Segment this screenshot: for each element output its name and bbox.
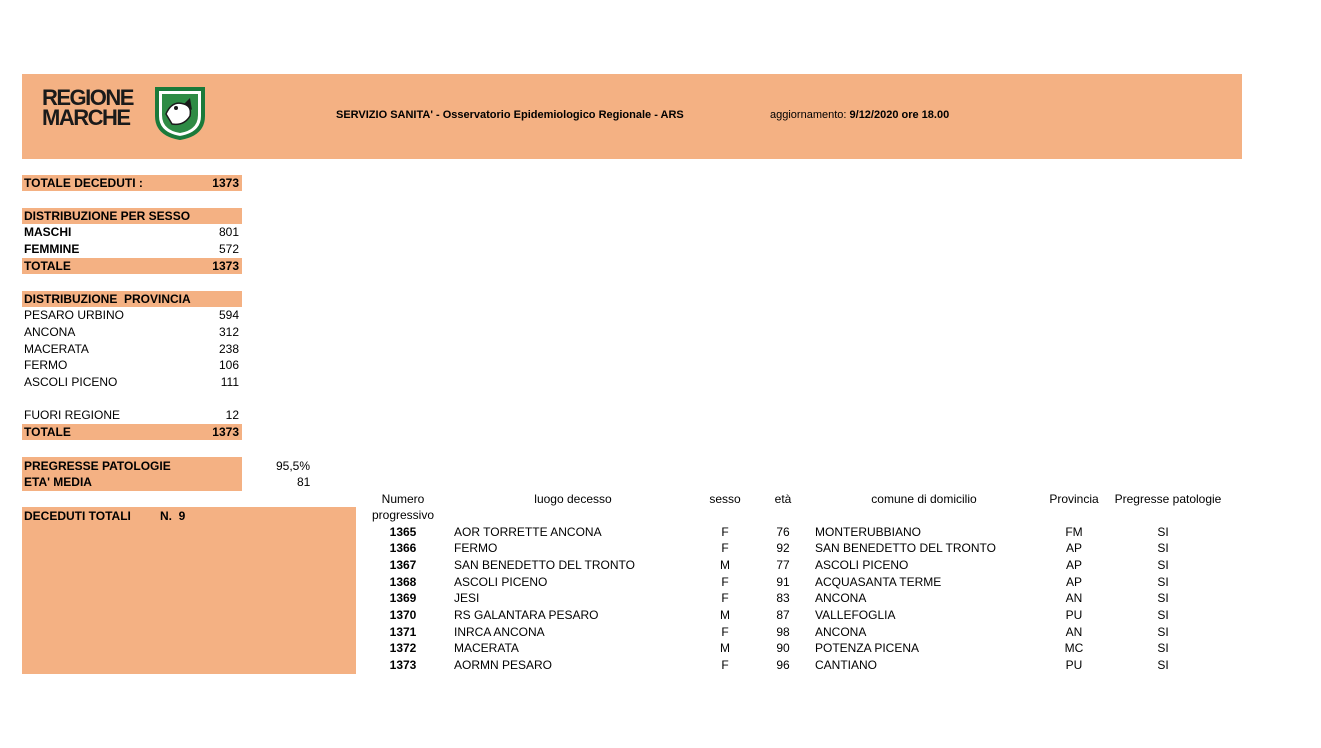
cell-luogo: FERMO (454, 541, 498, 555)
fuori-regione-row (24, 407, 239, 423)
regione-marche-logo (42, 86, 212, 144)
header-eta: età (774, 492, 792, 506)
provincia-label: MACERATA (24, 342, 89, 356)
service-title: SERVIZIO SANITA' - Osservatorio Epidemiologico Regionale - ARS (336, 109, 684, 121)
provincia-label: ANCONA (24, 325, 76, 339)
cell-eta: 76 (776, 525, 790, 539)
provincia-row (24, 341, 239, 357)
provincia-value: 111 (220, 375, 239, 389)
cell-luogo: SAN BENEDETTO DEL TRONTO (454, 558, 635, 572)
cell-luogo: RS GALANTARA PESARO (454, 608, 599, 622)
provincia-value: 312 (218, 325, 239, 339)
cell-comune: ANCONA (815, 625, 867, 639)
cell-sesso: M (720, 608, 730, 622)
cell-luogo: INRCA ANCONA (454, 625, 545, 639)
update-value: 9/12/2020 ore 18.00 (849, 109, 950, 121)
sesso-title-label: DISTRIBUZIONE PER SESSO (24, 209, 191, 223)
cell-patologie: SI (1157, 625, 1169, 639)
cell-sesso: F (721, 525, 729, 539)
header-numero-line1: Numero (381, 492, 425, 506)
cell-provincia: AP (1065, 541, 1082, 555)
logo-wordmark (42, 85, 154, 130)
provincia-label: PESARO URBINO (24, 308, 125, 322)
regione-marche-emblem-icon (154, 86, 206, 140)
cell-eta: 92 (776, 541, 790, 555)
sesso-total-value: 1373 (212, 259, 239, 273)
cell-numero: 1366 (389, 541, 417, 555)
header-luogo: luogo decesso (534, 492, 612, 506)
cell-provincia: AN (1065, 625, 1083, 639)
sesso-title (24, 208, 239, 224)
patologie-value: 95,5% (276, 459, 311, 473)
logo-line-2: MARCHE (42, 105, 130, 130)
cell-patologie: SI (1157, 541, 1169, 555)
sesso-value: 572 (218, 242, 239, 256)
cell-luogo: ASCOLI PICENO (454, 575, 548, 589)
header-sesso: sesso (709, 492, 741, 506)
cell-eta: 77 (776, 558, 790, 572)
cell-patologie: SI (1157, 641, 1169, 655)
cell-sesso: F (721, 658, 729, 672)
cell-eta: 87 (776, 608, 790, 622)
provincia-title-label: DISTRIBUZIONE PROVINCIA (24, 292, 191, 306)
provincia-value: 238 (218, 342, 239, 356)
totale-deceduti-row (24, 175, 239, 191)
sesso-total-label: TOTALE (24, 259, 71, 273)
cell-provincia: AN (1065, 591, 1083, 605)
cell-eta: 98 (776, 625, 790, 639)
totale-deceduti-value: 1373 (212, 176, 239, 190)
cell-numero: 1367 (389, 558, 417, 572)
eta-media-label: ETA' MEDIA (24, 475, 92, 489)
header-patologie: Pregresse patologie (1114, 492, 1222, 506)
deceduti-totali-block (22, 507, 356, 674)
cell-eta: 96 (776, 658, 790, 672)
sesso-total-row (24, 258, 239, 274)
cell-comune: ANCONA (815, 591, 867, 605)
header-comune: comune di domicilio (871, 492, 977, 506)
cell-sesso: M (720, 641, 730, 655)
provincia-value: 594 (218, 308, 239, 322)
cell-patologie: SI (1157, 591, 1169, 605)
provincia-value: 106 (218, 358, 239, 372)
totale-deceduti-label: TOTALE DECEDUTI : (24, 176, 143, 190)
provincia-title (24, 291, 239, 307)
cell-numero: 1368 (389, 575, 417, 589)
deceduti-totali-count: N. 9 (160, 509, 186, 523)
cell-comune: ASCOLI PICENO (815, 558, 909, 572)
cell-provincia: PU (1065, 658, 1083, 672)
sesso-label: MASCHI (24, 225, 72, 239)
cell-sesso: F (721, 625, 729, 639)
provincia-row (24, 307, 239, 323)
cell-comune: SAN BENEDETTO DEL TRONTO (815, 541, 996, 555)
update-label: aggiornamento: (770, 109, 847, 121)
cell-patologie: SI (1157, 525, 1169, 539)
provincia-total-row (24, 424, 239, 440)
cell-comune: CANTIANO (815, 658, 878, 672)
cell-numero: 1365 (389, 525, 417, 539)
logo-line-1: REGIONE (42, 85, 133, 110)
fuori-regione-value: 12 (225, 408, 239, 422)
cell-sesso: F (721, 591, 729, 605)
patologie-label: PREGRESSE PATOLOGIE (24, 459, 171, 473)
cell-eta: 83 (776, 591, 790, 605)
cell-luogo: AORMN PESARO (454, 658, 553, 672)
cell-sesso: F (721, 575, 729, 589)
cell-patologie: SI (1157, 658, 1169, 672)
update-info (770, 109, 949, 121)
cell-comune: ACQUASANTA TERME (815, 575, 942, 589)
sesso-row-maschi (24, 224, 239, 240)
cell-comune: MONTERUBBIANO (815, 525, 922, 539)
sesso-row-femmine (24, 241, 239, 257)
deceduti-totali-label: DECEDUTI TOTALI (24, 509, 131, 523)
provincia-label: ASCOLI PICENO (24, 375, 118, 389)
cell-eta: 91 (776, 575, 790, 589)
provincia-row (24, 374, 239, 390)
provincia-label: FERMO (24, 358, 68, 372)
provincia-row (24, 357, 239, 373)
cell-numero: 1372 (389, 641, 417, 655)
cell-provincia: AP (1065, 575, 1082, 589)
cell-provincia: AP (1065, 558, 1082, 572)
eta-media-value: 81 (297, 475, 311, 489)
header-provincia: Provincia (1049, 492, 1099, 506)
cell-provincia: FM (1065, 525, 1083, 539)
sesso-label: FEMMINE (24, 242, 80, 256)
header-numero (366, 491, 440, 523)
cell-luogo: AOR TORRETTE ANCONA (454, 525, 602, 539)
header-numero-line2: progressivo (371, 508, 435, 522)
cell-numero: 1373 (389, 658, 417, 672)
cell-luogo: JESI (454, 591, 480, 605)
fuori-regione-label: FUORI REGIONE (24, 408, 121, 422)
provincia-row (24, 324, 239, 340)
cell-comune: VALLEFOGLIA (815, 608, 896, 622)
provincia-total-label: TOTALE (24, 425, 71, 439)
provincia-total-value: 1373 (212, 425, 239, 439)
sesso-value: 801 (218, 225, 239, 239)
cell-numero: 1369 (389, 591, 417, 605)
cell-patologie: SI (1157, 608, 1169, 622)
cell-provincia: MC (1064, 641, 1084, 655)
cell-sesso: F (721, 541, 729, 555)
cell-patologie: SI (1157, 558, 1169, 572)
cell-patologie: SI (1157, 575, 1169, 589)
cell-eta: 90 (776, 641, 790, 655)
cell-provincia: PU (1065, 608, 1083, 622)
cell-numero: 1371 (389, 625, 417, 639)
cell-numero: 1370 (389, 608, 417, 622)
cell-luogo: MACERATA (454, 641, 519, 655)
cell-comune: POTENZA PICENA (815, 641, 920, 655)
cell-sesso: M (720, 558, 730, 572)
